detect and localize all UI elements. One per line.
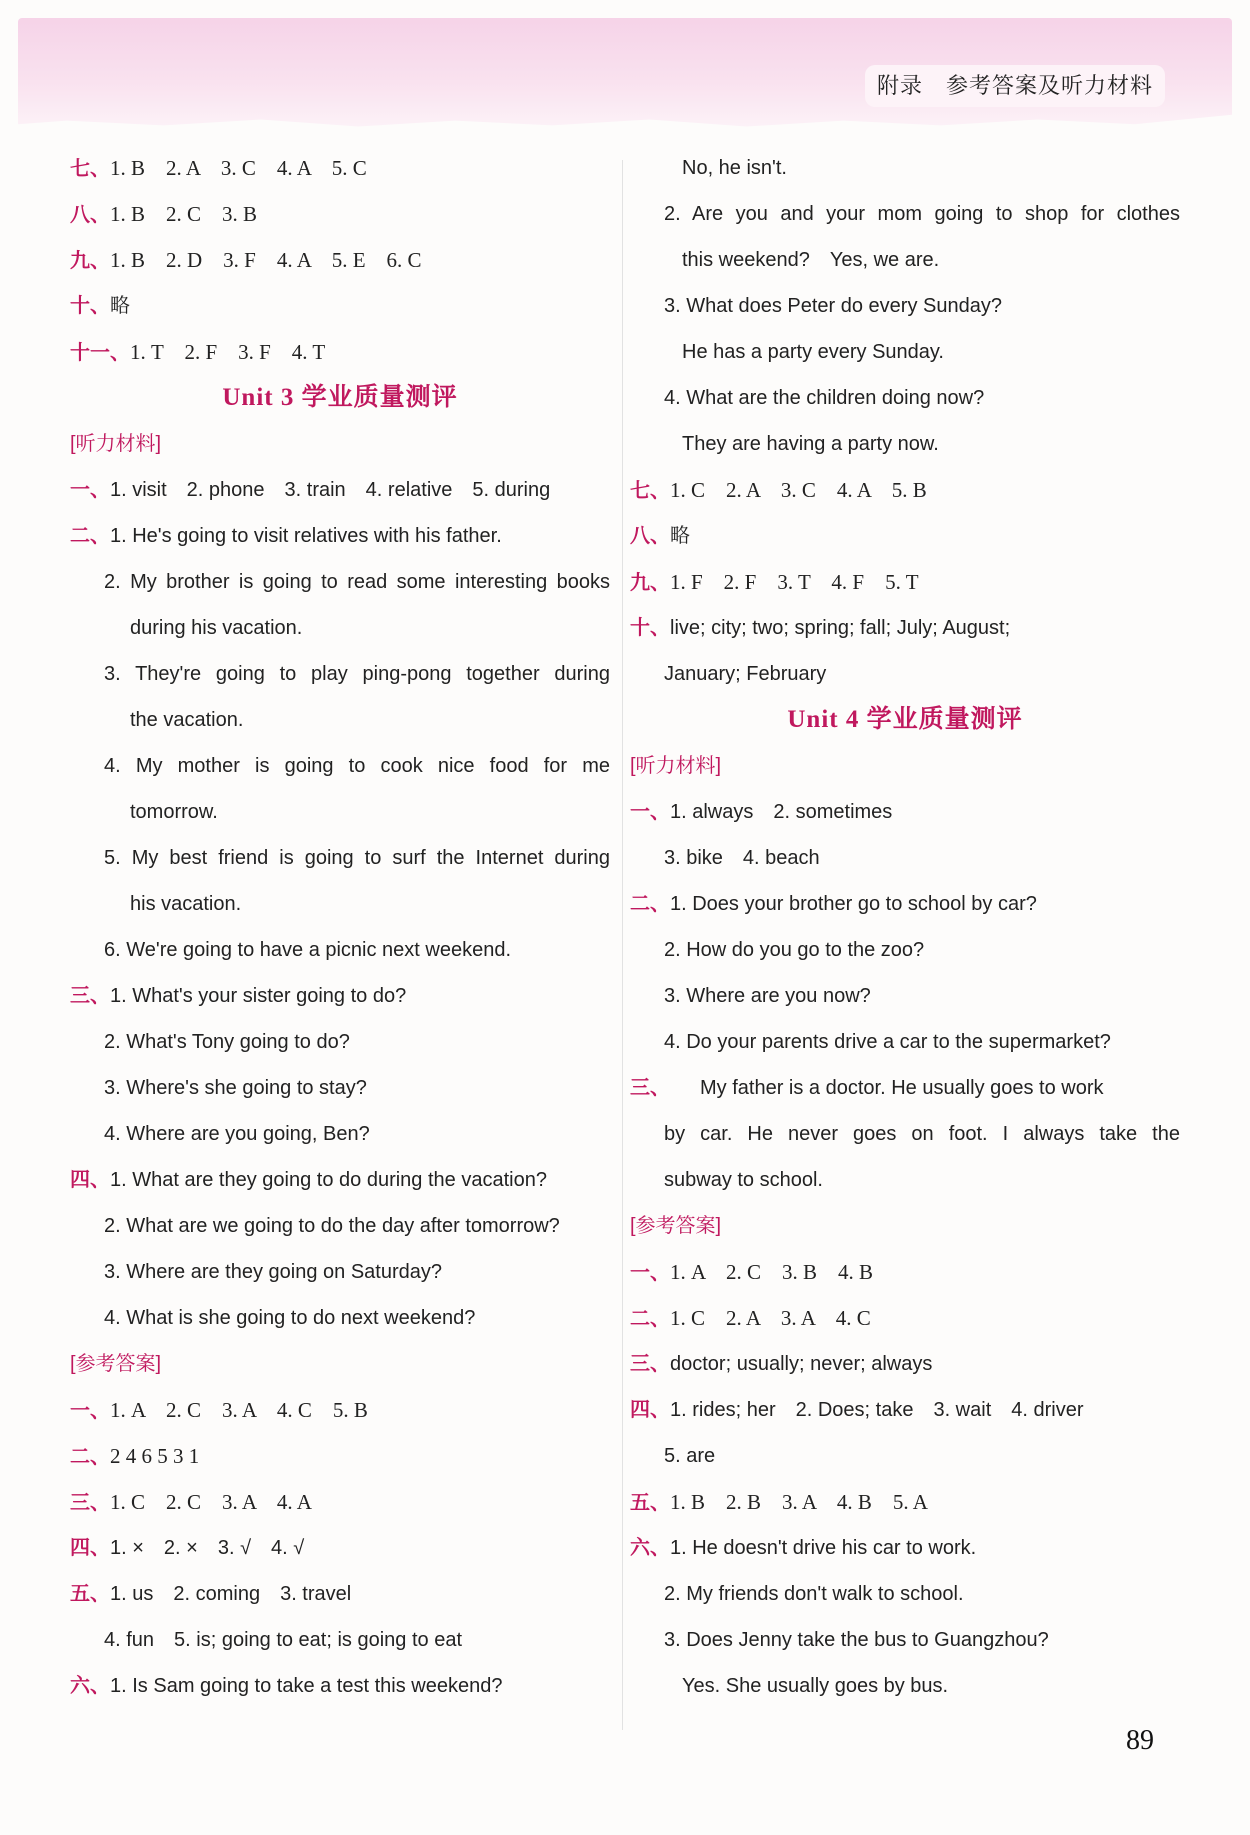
answer-line xyxy=(630,1530,1180,1576)
answer-line xyxy=(630,1070,1180,1116)
section-marker: 三、 xyxy=(630,1353,670,1375)
section-marker: 五、 xyxy=(70,1583,110,1605)
answer-line: He has a party every Sunday. xyxy=(682,341,944,363)
section-marker: 四、 xyxy=(70,1537,110,1559)
answer-line xyxy=(70,1484,610,1530)
section-marker: 一、 xyxy=(70,1400,110,1422)
answer-text: 1. × 2. × 3. √ 4. √ xyxy=(110,1537,305,1559)
answer-line xyxy=(70,150,610,196)
answer-line: 4. fun 5. is; going to eat; is going to eat xyxy=(104,1629,463,1651)
answer-line: this weekend? Yes, we are. xyxy=(682,249,940,271)
answer-text: 1. What's your sister going to do? xyxy=(110,985,407,1007)
answer-line: 2. Are you and your mom going to shop for clothes xyxy=(664,203,1180,225)
section-marker: 六、 xyxy=(630,1537,670,1559)
section-marker: 一、 xyxy=(630,1262,670,1284)
answer-line xyxy=(630,794,1180,840)
answer-text: 1. B 2. B 3. A 4. B 5. A xyxy=(670,1490,928,1514)
section-marker: 一、 xyxy=(630,801,670,823)
answer-text: 1. visit 2. phone 3. train 4. relative 5. during xyxy=(110,479,551,501)
section-marker: 四、 xyxy=(70,1169,110,1191)
answer-line xyxy=(630,1300,1180,1346)
reference-answer-label: [参考答案] xyxy=(630,1215,722,1237)
answer-text: live; city; two; spring; fall; July; August; xyxy=(670,617,1011,639)
answer-line xyxy=(630,518,1180,564)
answer-line: 3. Does Jenny take the bus to Guangzhou? xyxy=(664,1629,1049,1651)
answer-line: 2. My brother is going to read some interesting books xyxy=(104,571,610,593)
answer-line: 4. What are the children doing now? xyxy=(664,387,985,409)
answer-text: 略 xyxy=(670,525,690,547)
answer-text: doctor; usually; never; always xyxy=(670,1353,933,1375)
section-marker: 七、 xyxy=(630,480,670,502)
answer-line: 5. are xyxy=(664,1445,716,1467)
answer-text: 1. rides; her 2. Does; take 3. wait 4. driver xyxy=(670,1399,1084,1421)
section-marker: 三、 xyxy=(70,985,110,1007)
section-marker: 四、 xyxy=(630,1399,670,1421)
answer-text: 1. C 2. A 3. C 4. A 5. B xyxy=(670,478,927,502)
answer-line xyxy=(70,1668,610,1714)
answer-text: 1. B 2. A 3. C 4. A 5. C xyxy=(110,156,367,180)
answer-line: 2. My friends don't walk to school. xyxy=(664,1583,964,1605)
answer-text: 1. always 2. sometimes xyxy=(670,801,893,823)
answer-line xyxy=(70,1162,610,1208)
answer-line: the vacation. xyxy=(130,709,244,731)
right-column xyxy=(630,150,1180,1714)
answer-line: his vacation. xyxy=(130,893,242,915)
section-marker: 七、 xyxy=(70,158,110,180)
answer-line: They are having a party now. xyxy=(682,433,939,455)
answer-line: 4. Do your parents drive a car to the supermarket? xyxy=(664,1031,1111,1053)
answer-text: My father is a doctor. He usually goes to work xyxy=(700,1077,1104,1099)
answer-text: 1. A 2. C 3. B 4. B xyxy=(670,1260,874,1284)
answer-line: 3. Where are you now? xyxy=(664,985,871,1007)
answer-line: 4. What is she going to do next weekend? xyxy=(104,1307,476,1329)
answer-line xyxy=(70,196,610,242)
answer-line: 4. Where are you going, Ben? xyxy=(104,1123,370,1145)
answer-text: 1. Does your brother go to school by car? xyxy=(670,893,1037,915)
answer-line: 3. What does Peter do every Sunday? xyxy=(664,295,1002,317)
answer-text: 1. He's going to visit relatives with his father. xyxy=(110,525,502,547)
unit-4-title: Unit 4 学业质量测评 xyxy=(787,706,1023,733)
answer-text: 1. A 2. C 3. A 4. C 5. B xyxy=(110,1398,368,1422)
unit-3-title: Unit 3 学业质量测评 xyxy=(222,384,458,411)
answer-line xyxy=(70,1392,610,1438)
section-marker: 十、 xyxy=(630,617,670,639)
answer-line xyxy=(630,1392,1180,1438)
answer-text: 1. T 2. F 3. F 4. T xyxy=(130,340,326,364)
answer-line: 2. What's Tony going to do? xyxy=(104,1031,350,1053)
answer-line xyxy=(70,288,610,334)
answer-text: 1. Is Sam going to take a test this weekend? xyxy=(110,1675,503,1697)
section-marker: 三、 xyxy=(630,1077,670,1099)
answer-line: 3. bike 4. beach xyxy=(664,847,820,869)
answer-text: 1. C 2. A 3. A 4. C xyxy=(670,1306,871,1330)
answer-line xyxy=(630,1254,1180,1300)
answer-line xyxy=(630,610,1180,656)
answer-line: during his vacation. xyxy=(130,617,303,639)
answer-line xyxy=(70,472,610,518)
answer-line xyxy=(70,518,610,564)
answer-text: 1. B 2. D 3. F 4. A 5. E 6. C xyxy=(110,248,422,272)
answer-line xyxy=(630,564,1180,610)
answer-line: Yes. She usually goes by bus. xyxy=(682,1675,949,1697)
answer-line: 5. My best friend is going to surf the Internet during xyxy=(104,847,610,869)
header-label: 附录 参考答案及听力材料 xyxy=(865,65,1165,107)
answer-line: 2. How do you go to the zoo? xyxy=(664,939,925,961)
answer-line: by car. He never goes on foot. I always take the xyxy=(664,1123,1180,1145)
section-marker: 八、 xyxy=(70,204,110,226)
answer-line: 6. We're going to have a picnic next weekend. xyxy=(104,939,512,961)
answer-line xyxy=(70,1576,610,1622)
section-marker: 一、 xyxy=(70,479,110,501)
answer-line: 4. My mother is going to cook nice food for me xyxy=(104,755,610,777)
reference-answer-label: [参考答案] xyxy=(70,1353,162,1375)
answer-text: 1. us 2. coming 3. travel xyxy=(110,1583,352,1605)
answer-line xyxy=(630,1484,1180,1530)
section-marker: 九、 xyxy=(70,250,110,272)
section-marker: 二、 xyxy=(630,893,670,915)
column-divider xyxy=(622,160,623,1730)
answer-line: 3. Where are they going on Saturday? xyxy=(104,1261,442,1283)
section-marker: 九、 xyxy=(630,572,670,594)
left-column xyxy=(70,150,610,1714)
section-marker: 八、 xyxy=(630,525,670,547)
answer-text: 1. He doesn't drive his car to work. xyxy=(670,1537,977,1559)
answer-text: 1. F 2. F 3. T 4. F 5. T xyxy=(670,570,919,594)
section-marker: 三、 xyxy=(70,1492,110,1514)
answer-line: 2. What are we going to do the day after tomorrow? xyxy=(104,1215,560,1237)
answer-line: 3. Where's she going to stay? xyxy=(104,1077,367,1099)
section-marker: 二、 xyxy=(630,1308,670,1330)
answer-text: 1. B 2. C 3. B xyxy=(110,202,258,226)
answer-line xyxy=(630,472,1180,518)
answer-text: 2 4 6 5 3 1 xyxy=(110,1444,200,1468)
section-marker: 二、 xyxy=(70,525,110,547)
answer-line xyxy=(70,978,610,1024)
answer-line: 3. They're going to play ping-pong together during xyxy=(104,663,610,685)
page-number: 89 xyxy=(1126,1725,1154,1756)
answer-text: 1. What are they going to do during the vacation? xyxy=(110,1169,547,1191)
answer-line: subway to school. xyxy=(664,1169,823,1191)
section-marker: 十、 xyxy=(70,295,110,317)
answer-line: tomorrow. xyxy=(130,801,218,823)
answer-text: 略 xyxy=(110,295,130,317)
answer-line xyxy=(70,1530,610,1576)
answer-line: January; February xyxy=(664,663,827,685)
answer-line xyxy=(70,1438,610,1484)
listening-material-label: [听力材料] xyxy=(70,433,162,455)
answer-text: 1. C 2. C 3. A 4. A xyxy=(110,1490,312,1514)
section-marker: 五、 xyxy=(630,1492,670,1514)
section-marker: 十一、 xyxy=(70,342,130,364)
answer-line xyxy=(70,242,610,288)
answer-line xyxy=(630,1346,1180,1392)
answer-line: No, he isn't. xyxy=(682,157,787,179)
answer-line xyxy=(70,334,610,380)
answer-line xyxy=(630,886,1180,932)
listening-material-label: [听力材料] xyxy=(630,755,722,777)
section-marker: 六、 xyxy=(70,1675,110,1697)
section-marker: 二、 xyxy=(70,1446,110,1468)
